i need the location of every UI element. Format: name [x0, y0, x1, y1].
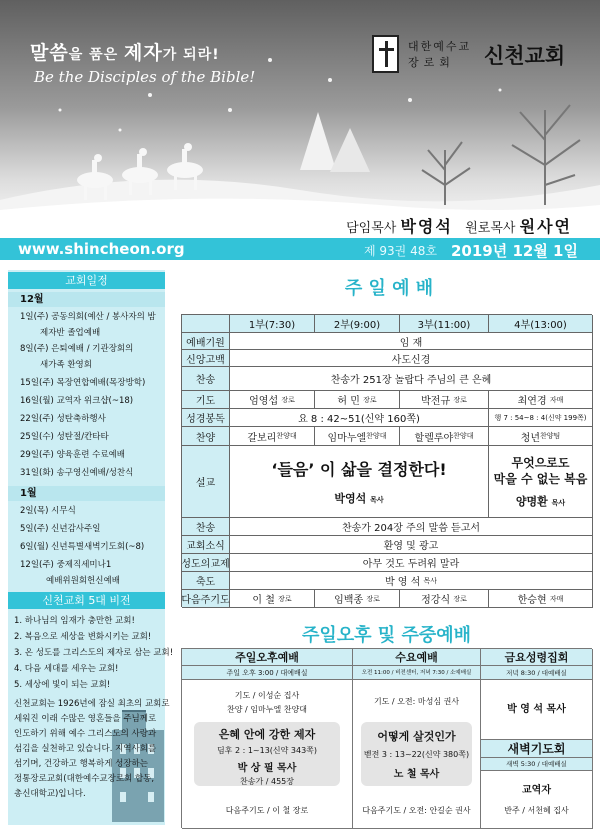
service-header: 1부(7:30): [230, 315, 315, 333]
worship-table: [181, 314, 592, 607]
church-description-line: 섬기며, 건강하고 행복하게 성장하는: [14, 759, 148, 769]
list-item: 1. 하나님의 임재가 충만한 교회!: [14, 616, 135, 626]
row-label: 기도: [182, 391, 230, 409]
choir: 청년 찬양팀: [489, 427, 593, 446]
wednesday-prayer: 기도 / 오전: 마성심 권사: [373, 697, 460, 706]
choir: 임마누엘 찬양대: [315, 427, 400, 446]
list-item: 16일(월) 교역자 위크샵(~18): [20, 396, 134, 406]
table-header: [182, 315, 230, 333]
benediction: 박 영 석 목사: [230, 572, 593, 590]
denomination-line-2: 장로회: [408, 56, 455, 69]
church-description-line: 섬김을 실천하고 있습니다. 지역사회를: [14, 744, 157, 754]
dawn-prayer-leader: 교역자: [522, 785, 551, 796]
list-item: 2일(목) 시무식: [20, 506, 76, 516]
row-label: 예배기원: [182, 333, 230, 350]
row-label: 교회소식: [182, 536, 230, 554]
list-item: 4. 다음 세대를 세우는 교회!: [14, 664, 119, 674]
opening-hymn: 찬송가 251장 놀랍다 주님의 큰 은혜: [230, 367, 593, 391]
denomination-line-1: 대한예수교: [408, 40, 472, 53]
church-description-line: 총신대학교)입니다.: [14, 789, 86, 799]
church-description-line: 인도하기 위해 예수 그리스도의 사랑과: [14, 729, 157, 739]
month-dec: 12월: [8, 292, 165, 307]
list-item: 29일(주) 양육훈련 수료예배: [20, 450, 125, 460]
prayer-leader: 허 민 장로: [315, 391, 400, 409]
prayer-leader: 최연경 자매: [489, 391, 593, 409]
worship-title: 주 일 예 배: [344, 278, 434, 299]
afternoon-service-time: 주일 오후 3:00 / 대예배실: [182, 666, 353, 680]
schedule-heading: 교회일정: [8, 272, 165, 289]
sermon-4th: 무엇으로도 막을 수 없는 복음 양명환 목사: [489, 446, 593, 518]
friday-service-time: 저녁 8:30 / 대예배실: [481, 666, 593, 680]
prayer-leader: 엄영섭 장로: [230, 391, 315, 409]
list-item: 12일(주) 중제직세미나1: [20, 560, 112, 570]
row-label: 성도의교제: [182, 554, 230, 572]
next-prayer-leader: 이 철 장로: [230, 590, 315, 608]
bulletin-date: 2019년 12월 1일: [451, 242, 578, 260]
list-item: 새가족 환영회: [40, 360, 92, 370]
dawn-prayer-time: 새벽 5:30 / 대예배실: [481, 758, 593, 771]
closing-hymn: 찬송가 204장 주의 말씀 듣고서: [230, 518, 593, 536]
friday-service-header: 금요성령집회: [481, 649, 593, 666]
dawn-prayer-header: 새벽기도회: [481, 740, 593, 758]
list-item: 15일(주) 목장연합예배(목장방학): [20, 378, 146, 388]
dawn-prayer-accompanist: 반주 / 서천혜 집사: [504, 806, 569, 815]
creed: 사도신경: [230, 350, 593, 367]
afternoon-sermon-title: 은혜 안에 강한 제자: [218, 728, 316, 741]
row-label: 찬송: [182, 518, 230, 536]
dawn-prayer-body: [481, 771, 593, 829]
afternoon-service-header: 주일오후예배: [182, 649, 353, 666]
senior-pastor-name: 박영석: [400, 217, 453, 236]
wednesday-service-time: 오전 11:00 / 비전센터, 저녁 7:30 / 소예배실: [353, 666, 481, 680]
sermon: [230, 446, 489, 518]
church-logo: [372, 35, 590, 75]
list-item: 8일(주) 은퇴예배 / 기관장회의: [20, 344, 134, 354]
weekday-worship-table: [181, 648, 592, 828]
wednesday-service-header: 수요예배: [353, 649, 481, 666]
next-prayer-leader: 임백종 장로: [315, 590, 400, 608]
list-item: 22일(주) 성탄축하행사: [20, 414, 106, 424]
church-description-line: 신천교회는 1926년에 잠실 최초의 교회로: [14, 699, 170, 709]
next-prayer-leader: 정강식 장로: [400, 590, 489, 608]
choir: 할렐루야 찬양대: [400, 427, 489, 446]
list-item: 2. 복음으로 세상을 변화시키는 교회!: [14, 632, 152, 642]
list-item: 5. 세상에 빛이 되는 교회!: [14, 680, 111, 690]
slogan-english: Be the Disciples of the Bible!: [34, 68, 256, 86]
cross-icon: [372, 35, 399, 73]
afternoon-choir: 찬양 / 임마누엘 찬양대: [227, 705, 307, 714]
church-name: 신천교회: [484, 44, 566, 68]
row-label: 축도: [182, 572, 230, 590]
list-item: 3. 온 성도를 그리스도의 제자로 삼는 교회!: [14, 648, 174, 658]
sermon-4th-preacher: 양명환 목사: [515, 494, 566, 508]
row-label: 설교: [182, 446, 230, 518]
afternoon-sermon-box: [194, 722, 340, 786]
church-news: 환영 및 광고: [230, 536, 593, 554]
afternoon-service-body: [182, 680, 353, 829]
wednesday-sermon-title: 어떻게 살것인가: [377, 730, 456, 743]
list-item: 제자반 졸업예배: [40, 328, 101, 338]
row-label: 찬양: [182, 427, 230, 446]
row-label: 다음주기도: [182, 590, 230, 608]
website-link[interactable]: www.shincheon.org: [18, 240, 185, 258]
list-item: 25일(수) 성탄절/칸타타: [20, 432, 109, 442]
sidebar: [8, 270, 174, 825]
call-to-worship: 임 재: [230, 333, 593, 350]
row-label: 성경봉독: [182, 409, 230, 427]
header-banner: [0, 0, 600, 238]
row-label: 찬송: [182, 367, 230, 391]
volume-number: 제 93권 48호: [364, 244, 437, 258]
list-item: 1일(주) 공동의회(예산 / 봉사자의 밤: [20, 312, 156, 322]
scripture-reading: 요 8 : 42~51(신약 160쪽): [230, 409, 489, 427]
afternoon-next-prayer: 다음주기도 / 이 철 장로: [225, 806, 309, 815]
afternoon-prayer: 기도 / 이성순 집사: [234, 691, 300, 700]
wednesday-service-body: [353, 680, 481, 829]
pastors-line: 담임목사 박영석 원로목사 원사연: [346, 217, 572, 236]
church-description-line: 세워진 이래 수많은 영혼들을 주님께로: [14, 714, 157, 724]
list-item: 31일(화) 송구영신예배/성찬식: [20, 468, 134, 478]
wednesday-scripture: 벧전 3 : 13~22(신약 380쪽): [363, 750, 470, 759]
afternoon-worship-title: 주일오후 및 주중예배: [301, 625, 472, 646]
wednesday-preacher: 노 철 목사: [393, 769, 440, 780]
sermon-preacher: 박영석 목사: [334, 492, 384, 505]
emeritus-pastor-name: 원사연: [519, 217, 572, 236]
service-header: 3부(11:00): [400, 315, 489, 333]
fellowship-song: 아무 것도 두려워 말라: [230, 554, 593, 572]
list-item: 5일(주) 신년감사주일: [20, 524, 101, 534]
list-item: 예배위원회헌신예배: [46, 576, 120, 586]
next-prayer-leader: 한승현 자매: [489, 590, 593, 608]
friday-preacher: 박 영 석 목사: [481, 680, 593, 740]
list-item: 6일(월) 신년특별새벽기도회(~8): [20, 542, 145, 552]
vision-heading: 신천교회 5대 비전: [8, 592, 165, 609]
scripture-reading-4: 행 7 : 54~8 : 4(신약 199쪽): [489, 409, 593, 427]
wednesday-next-prayer: 다음주기도 / 오전: 안길순 권사: [362, 806, 471, 815]
prayer-leader: 박전규 장로: [400, 391, 489, 409]
service-header: 2부(9:00): [315, 315, 400, 333]
choir: 갈보리 찬양대: [230, 427, 315, 446]
slogan-korean: 말씀을 품은 제자가 되라!: [30, 42, 220, 64]
afternoon-hymn: 찬송가 / 455장: [240, 777, 294, 786]
row-label: 신앙고백: [182, 350, 230, 367]
info-bar: [0, 238, 600, 260]
service-header: 4부(13:00): [489, 315, 593, 333]
church-description-line: 정통장로교회(대한예수교장로회 합동,: [14, 774, 155, 784]
afternoon-scripture: 딤후 2 : 1~13(신약 343쪽): [216, 746, 318, 755]
wednesday-sermon-box: [361, 722, 472, 786]
month-jan: 1월: [8, 486, 165, 501]
sermon-title: ‘들음’ 이 삶을 결정한다!: [271, 460, 447, 479]
afternoon-preacher: 박 상 필 목사: [237, 763, 297, 774]
